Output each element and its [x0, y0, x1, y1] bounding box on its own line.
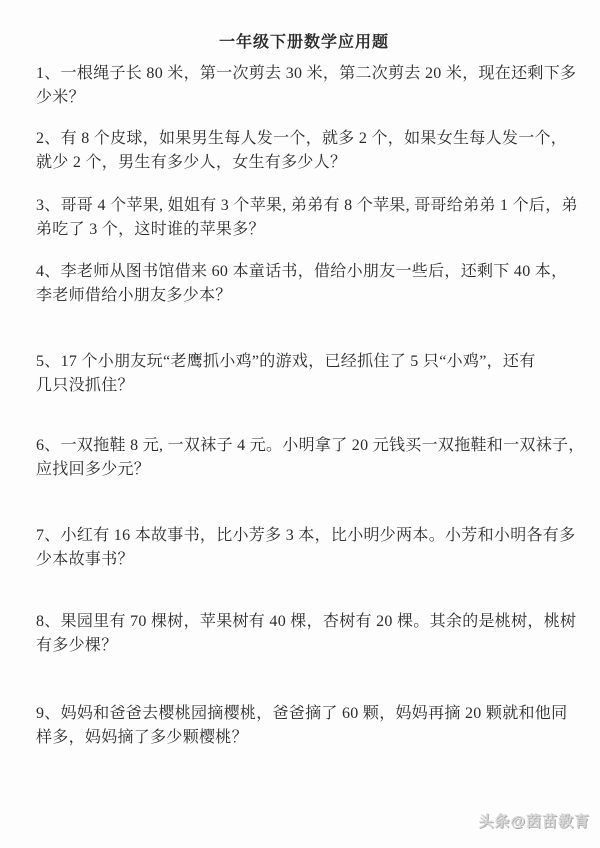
problem-4	[36, 260, 572, 308]
problem-5-line-1: 5、17 个小朋友玩“老鹰抓小鸡”的游戏，已经抓住了 5 只“小鸡”，还有	[36, 353, 536, 370]
problem-4-line-1: 4、李老师从图书馆借来 60 本童话书，借给小朋友一些后，还剩下 40 本，	[36, 263, 568, 280]
problem-5-line-2: 几只没抓住？	[36, 377, 134, 394]
problem-3-line-1: 3、哥哥 4 个苹果, 姐姐有 3 个苹果, 弟弟有 8 个苹果, 哥哥给弟弟 1 个后，弟	[36, 197, 578, 214]
problem-8	[36, 610, 577, 658]
problem-6-line-2: 应找回多少元？	[36, 461, 151, 478]
problem-2	[36, 127, 572, 175]
problem-1-line-1: 1、一根绳子长 80 米，第一次剪去 30 米，第二次剪去 20 米，现在还剩下多	[36, 65, 577, 82]
problem-8-line-1: 8、果园里有 70 棵树，苹果树有 40 棵，杏树有 20 棵。其余的是桃树，桃树	[36, 613, 577, 630]
problem-9	[36, 702, 572, 750]
problem-3	[36, 194, 578, 242]
problem-2-line-2: 就少 2 个，男生有多少人，女生有多少人？	[36, 154, 347, 171]
problem-7-line-2: 少本故事书？	[36, 551, 134, 568]
problem-1-line-2: 少米？	[36, 89, 85, 106]
problem-9-line-2: 样多，妈妈摘了多少颗樱桃？	[36, 729, 248, 746]
problem-9-line-1: 9、妈妈和爸爸去樱桃园摘樱桃，爸爸摘了 60 颗，妈妈再摘 20 颗就和他同	[36, 705, 568, 722]
problem-6	[36, 434, 585, 482]
problem-6-line-1: 6、一双拖鞋 8 元, 一双袜子 4 元。小明拿了 20 元钱买一双拖鞋和一双袜子，	[36, 437, 585, 454]
problem-5	[36, 350, 572, 398]
problem-3-line-2: 弟吃了 3 个，这时谁的苹果多？	[36, 221, 265, 238]
problem-7	[36, 524, 576, 572]
watermark-label: 头条@茵苗教育	[478, 813, 590, 830]
problem-7-line-1: 7、小红有 16 本故事书，比小芳多 3 本，比小明少两本。小芳和小明各有多	[36, 527, 576, 544]
problem-1	[36, 62, 577, 110]
page-title: 一年级下册数学应用题	[218, 34, 389, 51]
problem-8-line-2: 有多少棵？	[36, 637, 118, 654]
problem-2-line-1: 2、有 8 个皮球，如果男生每人发一个，就多 2 个，如果女生每人发一个，	[36, 130, 568, 147]
problem-4-line-2: 李老师借给小朋友多少本？	[36, 287, 232, 304]
